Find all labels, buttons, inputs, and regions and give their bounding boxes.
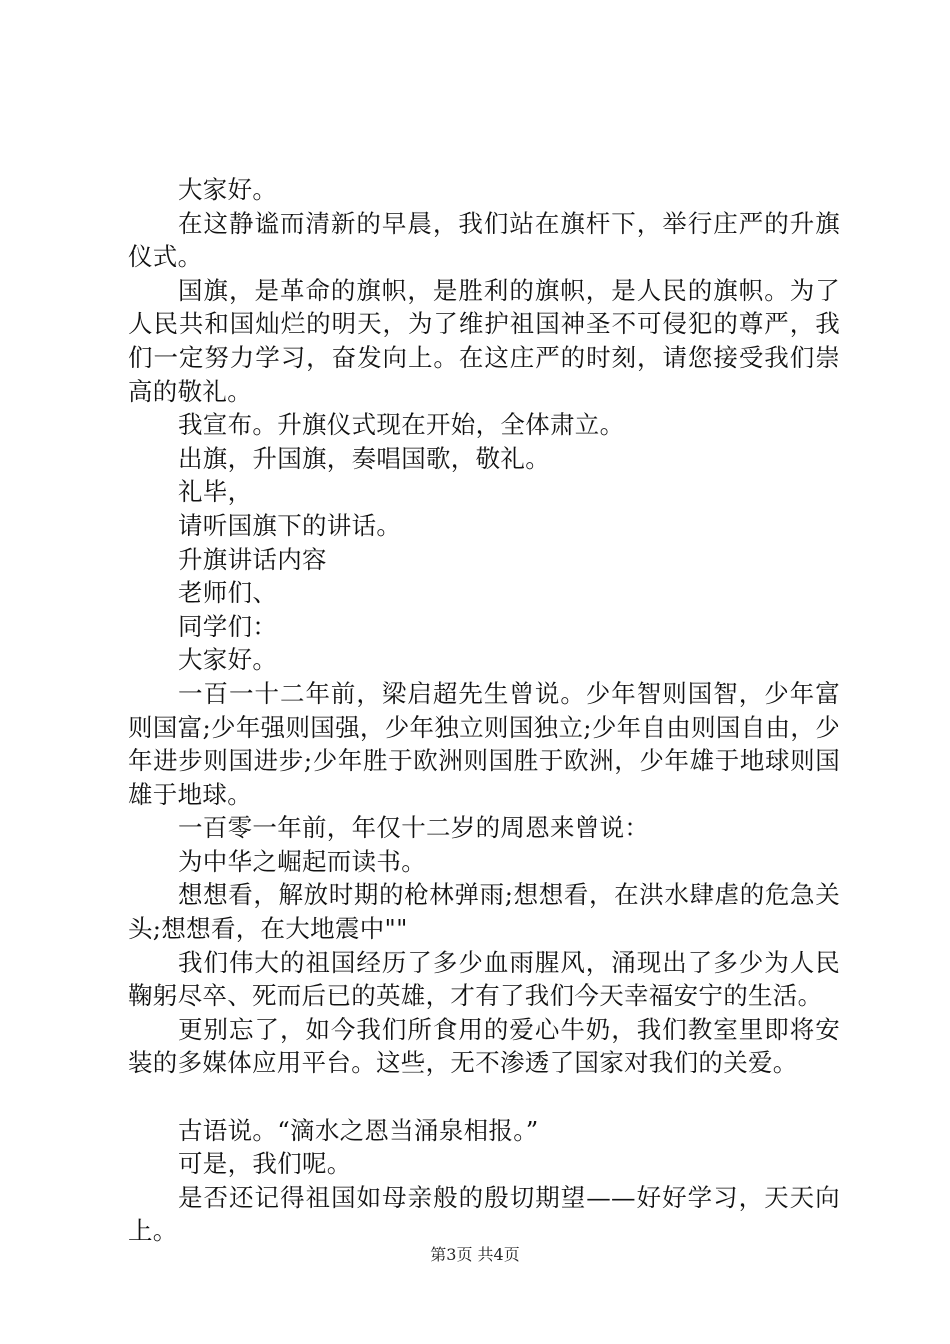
paragraph-heroes: 我们伟大的祖国经历了多少血雨腥风，涌现出了多少为人民鞠躬尽卒、死而后已的英雄，才有了我们今天幸福安宁的生活。 bbox=[128, 947, 840, 1011]
paragraph-liang-qichao: 一百一十二年前，梁启超先生曾说。少年智则国智，少年富则国富;少年强则国强，少年独立则国独立;少年自由则国自由，少年进步则国进步;少年胜于欧洲则国胜于欧洲，少年雄于地球则国雄于地球。 bbox=[128, 678, 840, 809]
paragraph-national-flag: 国旗，是革命的旗帜，是胜利的旗帜，是人民的旗帜。为了人民共和国灿烂的明天，为了维护祖国神圣不可侵犯的尊严，我们一定努力学习，奋发向上。在这庄严的时刻，请您接受我们崇高的敬礼。 bbox=[128, 275, 840, 406]
paragraph-study-for-china: 为中华之崛起而读书。 bbox=[178, 846, 426, 876]
paragraph-students: 同学们： bbox=[178, 611, 278, 641]
paragraph-listen-speech: 请听国旗下的讲话。 bbox=[178, 510, 402, 540]
paragraph-flag-raising: 出旗，升国旗，奏唱国歌，敬礼。 bbox=[178, 443, 550, 473]
paragraph-salute-complete: 礼毕， bbox=[178, 477, 253, 507]
paragraph-expectation: 是否还记得祖国如母亲般的殷切期望——好好学习，天天向上。 bbox=[128, 1182, 840, 1246]
paragraph-morning-ceremony: 在这静谧而清新的早晨，我们站在旗杆下，举行庄严的升旗仪式。 bbox=[128, 208, 840, 272]
paragraph-proverb: 古语说。“滴水之恩当涌泉相报。” bbox=[178, 1115, 539, 1145]
paragraph-teachers: 老师们、 bbox=[178, 578, 278, 608]
page-footer: 第3页 共4页 bbox=[430, 1245, 520, 1264]
paragraph-spacer bbox=[128, 1080, 840, 1114]
document-body bbox=[128, 173, 840, 1248]
paragraph-question: 可是，我们呢。 bbox=[178, 1149, 352, 1179]
paragraph-zhou-enlai: 一百零一年前，年仅十二岁的周恩来曾说： bbox=[178, 813, 650, 843]
paragraph-greeting: 大家好。 bbox=[178, 175, 278, 204]
paragraph-think-about: 想想看，解放时期的枪林弹雨;想想看，在洪水肆虐的危急关头;想想看，在大地震中"" bbox=[128, 880, 840, 944]
paragraph-greeting-2: 大家好。 bbox=[178, 645, 278, 675]
paragraph-care: 更别忘了，如今我们所食用的爱心牛奶，我们教室里即将安装的多媒体应用平台。这些，无不渗透了国家对我们的关爱。 bbox=[128, 1014, 840, 1078]
paragraph-speech-heading: 升旗讲话内容 bbox=[178, 544, 327, 574]
paragraph-announcement: 我宣布。升旗仪式现在开始，全体肃立。 bbox=[178, 410, 625, 440]
